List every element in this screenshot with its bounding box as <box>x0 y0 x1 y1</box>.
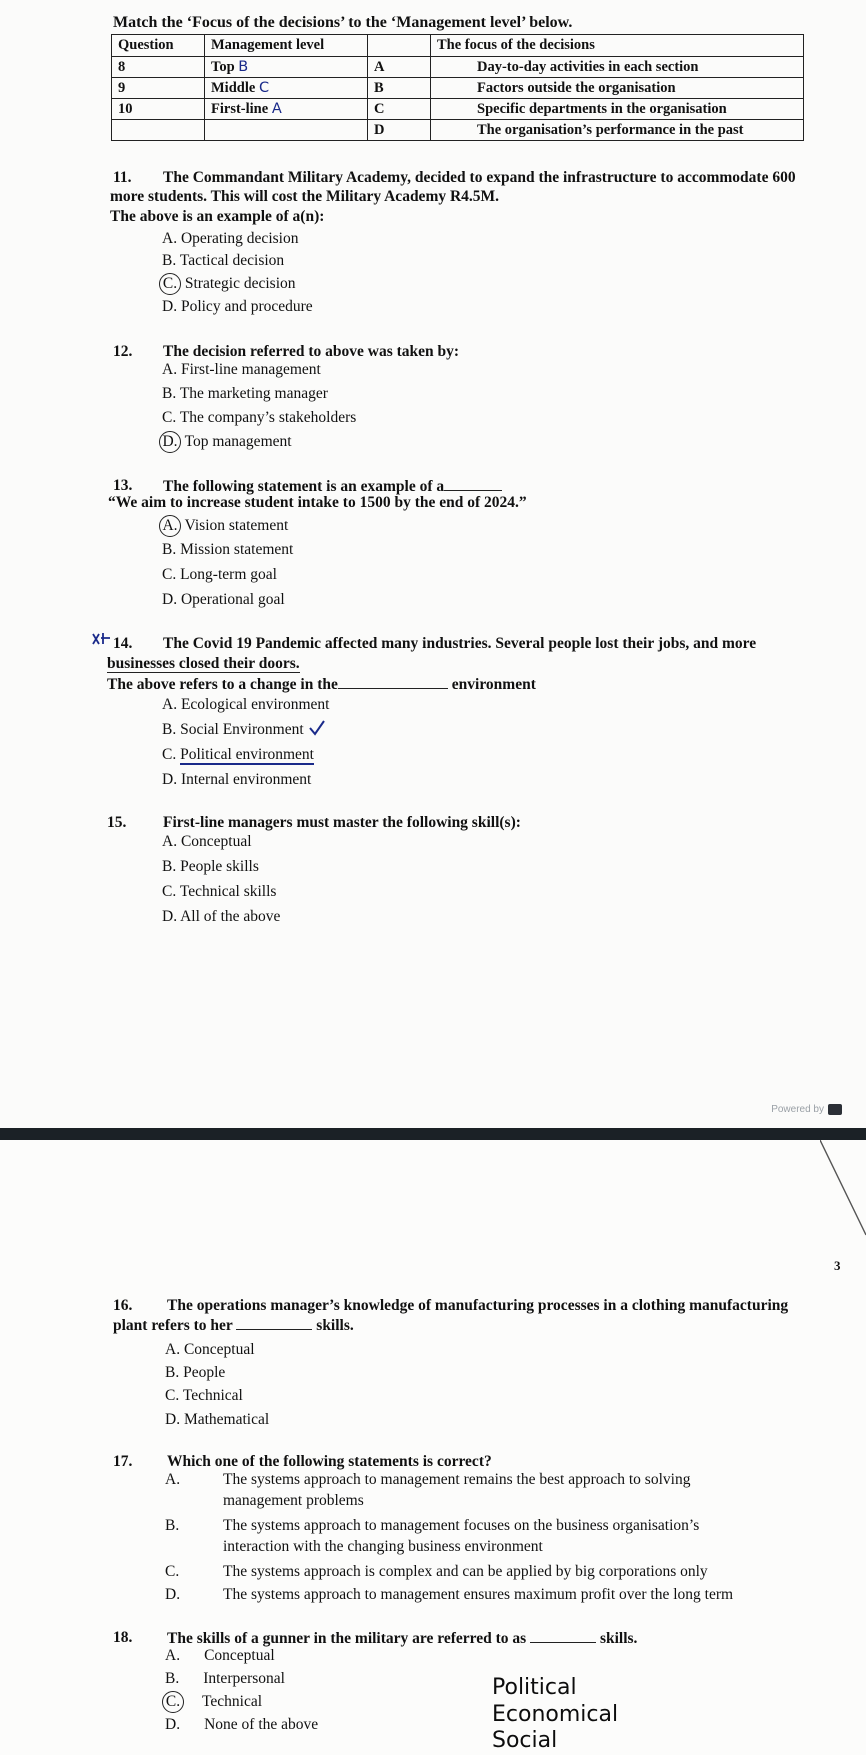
answer-blank <box>338 673 448 689</box>
q14-stem-text: The above refers to a change in the <box>107 676 338 693</box>
cell-key: C <box>368 99 431 120</box>
page-divider <box>0 1128 866 1140</box>
answer-blank <box>236 1314 312 1330</box>
q17-option-d-letter: D. <box>165 1586 181 1603</box>
q18-option-c <box>165 1691 262 1713</box>
q17-option-c-letter: C. <box>165 1563 180 1580</box>
option-text: Mathematical <box>183 1411 270 1428</box>
option-letter: D. <box>165 1716 181 1733</box>
circled-option-letter: C. <box>159 273 181 295</box>
q11-stem-line1: The Commandant Military Academy, decided to expand the infrastructure to accommodate 600 <box>163 169 796 186</box>
q15-option-b <box>162 856 259 878</box>
q16-stem-text-end: skills. <box>316 1317 354 1334</box>
focus-text: The organisation’s performance in the past <box>477 121 744 138</box>
q14-stem-line3 <box>107 673 536 696</box>
option-text: Top management <box>184 433 292 450</box>
q11-stem-line3: The above is an example of a(n): <box>110 208 325 225</box>
scanner-logo-icon <box>828 1104 842 1115</box>
q16-stem-line1: The operations manager’s knowledge of manufacturing processes in a clothing manufacturing <box>167 1297 789 1314</box>
option-text: Technical <box>182 1387 243 1404</box>
q17-option-d-line1: The systems approach to management ensures maximum profit over the long term <box>223 1586 734 1603</box>
q14-option-a <box>162 694 329 716</box>
option-letter: B. <box>162 541 177 558</box>
option-text: The marketing manager <box>179 385 328 402</box>
option-letter: A. <box>162 833 178 850</box>
q14-stem-line1: The Covid 19 Pandemic affected many industries. Several people lost their jobs, and more <box>163 635 757 652</box>
option-letter: B. <box>162 721 177 738</box>
col-management-level: Management level <box>205 35 368 57</box>
handwritten-answer: C <box>258 79 270 96</box>
handwritten-answer: A <box>271 100 282 117</box>
q17-option-a-line2: management problems <box>223 1492 364 1509</box>
option-letter: A. <box>162 230 178 247</box>
q11-option-b <box>162 250 284 272</box>
q16-stem-line2 <box>113 1314 354 1337</box>
option-text: All of the above <box>180 908 281 925</box>
option-text: Technical skills <box>179 883 277 900</box>
table-row <box>112 57 804 78</box>
option-text: Mission statement <box>180 541 294 558</box>
option-text: Operational goal <box>180 591 285 608</box>
underlined-text: businesses closed their doors. <box>107 655 300 672</box>
q11-option-c <box>162 273 296 295</box>
option-letter: D. <box>162 908 178 925</box>
q16-stem-text: plant refers to her <box>113 1317 233 1334</box>
q18-option-b <box>165 1668 285 1690</box>
handwritten-answer: B <box>238 58 249 75</box>
q15-number: 15. <box>107 814 127 831</box>
level-text: Top <box>211 58 235 75</box>
option-text: People <box>183 1364 226 1381</box>
cell-question <box>112 120 205 141</box>
col-key <box>368 35 431 57</box>
answer-blank <box>444 475 502 491</box>
option-text: People skills <box>180 858 259 875</box>
option-text: First-line management <box>180 361 321 378</box>
focus-text: Day-to-day activities in each section <box>477 58 699 75</box>
cell-key: D <box>368 120 431 141</box>
q18-option-d <box>165 1714 318 1736</box>
handwritten-note-economical: Economical <box>492 1702 619 1727</box>
circled-option-letter: D. <box>159 431 181 453</box>
cell-question: 9 <box>112 78 205 99</box>
option-letter: B. <box>165 1364 180 1381</box>
option-letter: C. <box>162 566 177 583</box>
q15-option-c <box>162 881 276 903</box>
option-letter: D. <box>162 298 178 315</box>
option-text: Technical <box>202 1693 263 1710</box>
option-letter: C. <box>162 883 177 900</box>
option-text: Long-term goal <box>180 566 277 583</box>
q18-option-a <box>165 1645 275 1667</box>
cell-focus <box>431 78 804 99</box>
cell-focus <box>431 99 804 120</box>
option-letter: C. <box>165 1387 180 1404</box>
option-letter: A. <box>165 1341 181 1358</box>
option-letter: A. <box>162 361 178 378</box>
option-text: Social Environment <box>180 721 304 738</box>
cell-level <box>205 120 368 141</box>
option-letter: B. <box>162 252 177 269</box>
focus-text: Factors outside the organisation <box>477 79 676 96</box>
q16-option-b <box>165 1362 225 1384</box>
cell-key: B <box>368 78 431 99</box>
q15-option-d <box>162 906 280 928</box>
q12-option-d <box>162 431 292 453</box>
option-text: Interpersonal <box>203 1670 285 1687</box>
q17-option-a-letter: A. <box>165 1471 181 1488</box>
option-letter: A. <box>165 1647 181 1664</box>
answer-blank <box>530 1627 596 1643</box>
q14-stem-line2 <box>107 653 300 675</box>
option-text: Internal environment <box>180 771 312 788</box>
q12-stem: The decision referred to above was taken by: <box>163 343 460 360</box>
q13-option-d <box>162 589 285 611</box>
handwritten-note-political: Political <box>492 1675 577 1700</box>
focus-text: Specific departments in the organisation <box>477 100 727 117</box>
powered-by-text: Powered by <box>771 1104 824 1116</box>
q11-option-d <box>162 296 313 318</box>
powered-by-watermark <box>771 1104 842 1115</box>
option-text: The company’s stakeholders <box>179 409 357 426</box>
q14-option-c <box>162 744 314 766</box>
q12-option-b <box>162 383 328 405</box>
cell-level <box>205 99 368 120</box>
option-letter: B. <box>165 1670 180 1687</box>
matching-table <box>111 34 804 141</box>
option-letter: D. <box>162 771 178 788</box>
q11-number: 11. <box>113 169 132 186</box>
q13-option-a <box>162 515 288 537</box>
cell-focus <box>431 57 804 78</box>
q17-option-c-line1: The systems approach is complex and can be applied by big corporations only <box>223 1563 708 1580</box>
option-letter: C. <box>162 746 177 763</box>
q16-number: 16. <box>113 1297 133 1314</box>
exam-page-3 <box>0 1140 866 1755</box>
option-letter: D. <box>165 1411 181 1428</box>
handwritten-note-social: Social <box>492 1728 558 1753</box>
option-letter: B. <box>162 858 177 875</box>
circled-option-letter: C. <box>162 1691 184 1713</box>
option-text: Vision statement <box>184 517 289 534</box>
q17-option-b-letter: B. <box>165 1517 180 1534</box>
q18-number: 18. <box>113 1629 133 1646</box>
option-letter: A. <box>162 696 178 713</box>
page-corner-edge <box>820 1140 866 1240</box>
q12-number: 12. <box>113 343 133 360</box>
table-row <box>112 78 804 99</box>
q17-option-b-line2: interaction with the changing business environment <box>223 1538 543 1555</box>
q11-stem-line2: more students. This will cost the Military Academy R4.5M. <box>110 188 500 205</box>
q14-option-b <box>162 719 326 741</box>
option-text: Policy and procedure <box>180 298 313 315</box>
col-focus: The focus of the decisions <box>431 35 804 57</box>
q13-option-b <box>162 539 293 561</box>
option-letter: D. <box>162 591 178 608</box>
q18-stem-text: The skills of a gunner in the military are referred to as <box>167 1630 527 1647</box>
q17-option-b-line1: The systems approach to management focuses on the business organisation’s <box>223 1517 700 1534</box>
q13-stem-text: The following statement is an example of a <box>163 478 445 495</box>
q18-stem-text-end: skills. <box>599 1630 638 1647</box>
q11-option-a <box>162 228 298 250</box>
table-header-row <box>112 35 804 57</box>
table-row <box>112 120 804 141</box>
option-text: Operating decision <box>180 230 299 247</box>
q13-option-c <box>162 564 277 586</box>
q15-option-a <box>162 831 252 853</box>
option-text: None of the above <box>204 1716 319 1733</box>
level-text: Middle <box>211 79 256 96</box>
q17-stem: Which one of the following statements is correct? <box>167 1453 492 1470</box>
q12-option-a <box>162 359 321 381</box>
q13-stem-line2: “We aim to increase student intake to 1500 by the end of 2024.” <box>108 494 527 511</box>
level-text: First-line <box>211 100 269 117</box>
option-letter: C. <box>162 409 177 426</box>
q14-number: 14. <box>113 635 133 652</box>
page-number: 3 <box>834 1258 841 1273</box>
q14-stem-text-end: environment <box>451 676 536 693</box>
q17-number: 17. <box>113 1453 133 1470</box>
col-question: Question <box>112 35 205 57</box>
option-text: Conceptual <box>204 1647 275 1664</box>
option-text: Ecological environment <box>180 696 330 713</box>
handwritten-cross-mark <box>90 630 112 648</box>
option-text: Conceptual <box>180 833 252 850</box>
q14-option-d <box>162 769 311 791</box>
q16-option-c <box>165 1385 243 1407</box>
option-text: Strategic decision <box>184 275 296 292</box>
cell-key: A <box>368 57 431 78</box>
cell-question: 8 <box>112 57 205 78</box>
option-letter: B. <box>162 385 177 402</box>
q15-stem: First-line managers must master the following skill(s): <box>163 814 521 831</box>
handwritten-check-icon <box>308 720 326 736</box>
cell-level <box>205 57 368 78</box>
option-text: Conceptual <box>183 1341 255 1358</box>
circled-option-letter: A. <box>159 515 181 537</box>
q16-option-a <box>165 1339 255 1361</box>
option-text: Political environment <box>180 746 314 763</box>
table-row <box>112 99 804 120</box>
q13-number: 13. <box>113 477 133 494</box>
option-text: Tactical decision <box>179 252 285 269</box>
q17-option-a-line1: The systems approach to management remains the best approach to solving <box>223 1471 691 1488</box>
cell-question: 10 <box>112 99 205 120</box>
matching-instruction: Match the ‘Focus of the decisions’ to the ‘Management level’ below. <box>113 14 573 31</box>
q12-option-c <box>162 407 356 429</box>
cell-focus <box>431 120 804 141</box>
cell-level <box>205 78 368 99</box>
q16-option-d <box>165 1409 269 1431</box>
